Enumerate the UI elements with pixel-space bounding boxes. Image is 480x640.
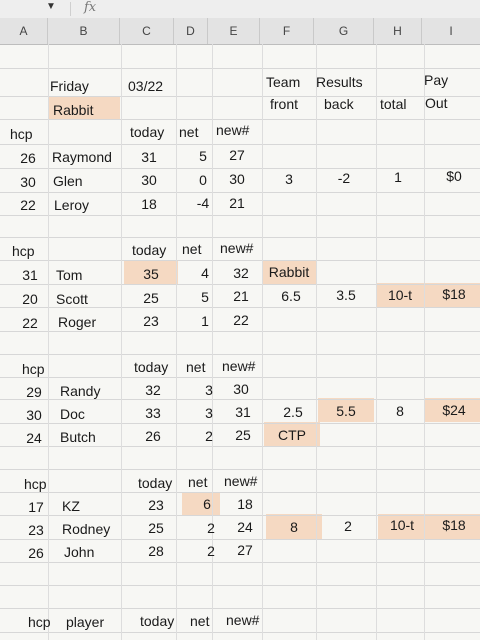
group3-total: 8	[396, 403, 404, 419]
group2-pay: $18	[442, 286, 466, 302]
group4-back: 2	[344, 518, 352, 534]
group1-row2-hcp: 30	[20, 174, 36, 190]
grid-row-line	[0, 260, 480, 261]
grid-row-line	[0, 354, 480, 355]
column-header-i[interactable]: I	[449, 24, 453, 38]
toolbar-divider	[70, 2, 71, 16]
group3-row3-new: 25	[235, 427, 251, 443]
team-label: Team	[266, 74, 301, 90]
fx-icon: fx	[84, 0, 97, 15]
group2-total: 10-t	[387, 287, 413, 303]
grid-row-line	[0, 215, 480, 216]
out-label: Out	[425, 95, 448, 111]
group2-row2-hcp: 20	[22, 291, 38, 307]
group2-row1-new: 32	[233, 265, 249, 281]
group2-row2-net: 5	[201, 289, 209, 305]
group1-hcp-header: hcp	[10, 126, 33, 142]
grid-column-line	[121, 44, 122, 640]
grid-row-line	[0, 423, 480, 424]
group2-row2-today: 25	[143, 290, 159, 306]
group4-row1-new: 18	[237, 496, 253, 512]
grid-row-line	[0, 284, 480, 285]
grid-row-line	[0, 539, 480, 540]
group4-row1-hcp: 17	[28, 499, 44, 515]
bottom-player-header: player	[66, 614, 105, 630]
grid-column-line	[376, 44, 377, 640]
group3-row3-net: 2	[205, 428, 213, 444]
column-header-row	[0, 18, 480, 45]
group2-row1-today: 35	[143, 266, 159, 282]
group1-new-header: new#	[216, 122, 250, 138]
group4-today-header: today	[138, 475, 173, 491]
group4-net-header: net	[188, 474, 208, 490]
group3-row3-name: Butch	[60, 429, 96, 445]
group4-pay: $18	[442, 517, 466, 533]
group4-row1-name: KZ	[62, 498, 80, 514]
date-label: 03/22	[128, 78, 164, 94]
group4-new-header: new#	[224, 473, 258, 489]
group1-row1-net: 5	[199, 148, 207, 164]
column-header-a[interactable]: A	[0, 18, 48, 44]
group1-row2-new: 30	[229, 171, 245, 187]
group4-front: 8	[290, 519, 298, 535]
front-label: front	[270, 96, 299, 112]
group1-pay: $0	[446, 168, 462, 184]
back-label: back	[324, 96, 354, 112]
group2-row3-new: 22	[233, 312, 249, 328]
group4-row3-net: 2	[207, 543, 215, 559]
group4-row2-net: 2	[207, 520, 215, 536]
group1-row3-hcp: 22	[20, 197, 36, 213]
pay-label: Pay	[424, 72, 449, 88]
group2-front: 6.5	[281, 288, 301, 304]
bottom-today-header: today	[140, 613, 175, 629]
triangle-down-icon[interactable]: ▼	[46, 1, 56, 12]
grid-row-line	[0, 632, 480, 633]
grid-column-line	[316, 44, 317, 640]
column-header-c[interactable]: C	[120, 18, 174, 44]
group2-row1-net: 4	[201, 265, 209, 281]
group2-row3-name: Roger	[58, 314, 97, 330]
grid-row-line	[0, 237, 480, 238]
ctp-note: CTP	[278, 427, 306, 443]
group3-row3-hcp: 24	[26, 430, 42, 446]
group3-pay: $24	[442, 402, 466, 418]
group3-row3-today: 26	[145, 428, 161, 444]
bottom-net-header: net	[190, 613, 210, 629]
group4-row2-today: 25	[148, 520, 164, 536]
group3-back: 5.5	[336, 403, 356, 419]
column-header-g[interactable]: G	[314, 18, 374, 44]
column-header-d[interactable]: D	[174, 18, 208, 44]
group2-today-header: today	[132, 242, 167, 258]
group2-row1-name: Tom	[56, 267, 83, 283]
group2-row3-today: 23	[143, 313, 159, 329]
group3-new-header: new#	[222, 358, 256, 374]
group3-today-header: today	[134, 359, 169, 375]
group1-row2-today: 30	[141, 172, 157, 188]
group3-row2-new: 31	[235, 404, 251, 420]
group1-net-header: net	[179, 124, 199, 140]
group3-row2-today: 33	[145, 405, 161, 421]
group4-row1-today: 23	[148, 497, 164, 513]
grid-row-line	[0, 144, 480, 145]
group1-row3-today: 18	[141, 196, 157, 212]
group1-front: 3	[285, 171, 293, 187]
group2-row2-name: Scott	[56, 291, 88, 307]
grid-row-line	[0, 96, 480, 97]
grid-row-line	[0, 562, 480, 563]
column-header-b[interactable]: B	[48, 18, 120, 44]
group4-row3-today: 28	[148, 543, 164, 559]
group2-new-header: new#	[220, 240, 254, 256]
group4-hcp-header: hcp	[24, 476, 47, 492]
group1-total: 1	[394, 169, 402, 185]
group2-back: 3.5	[336, 287, 356, 303]
group4-row3-hcp: 26	[28, 545, 44, 561]
group3-row1-new: 30	[233, 381, 249, 397]
group2-row1-hcp: 31	[22, 267, 38, 283]
column-header-f[interactable]: F	[260, 18, 314, 44]
grid-row-line	[0, 469, 480, 470]
group4-row3-new: 27	[237, 542, 253, 558]
group3-row1-net: 3	[205, 382, 213, 398]
group3-hcp-header: hcp	[22, 361, 45, 377]
rabbit-note: Rabbit	[268, 264, 310, 280]
group1-row2-name: Glen	[53, 173, 83, 189]
grid-row-line	[0, 608, 480, 609]
group4-row2-hcp: 23	[28, 522, 44, 538]
group3-row2-name: Doc	[60, 406, 85, 422]
grid-row-line	[0, 119, 480, 120]
grid-row-line	[0, 331, 480, 332]
grid-row-line	[0, 377, 480, 378]
grid-column-line	[262, 44, 263, 640]
group4-row2-new: 24	[237, 519, 253, 535]
grid-row-line	[0, 446, 480, 447]
group1-row2-net: 0	[199, 172, 207, 188]
column-header-h[interactable]: H	[374, 18, 422, 44]
group2-row2-new: 21	[233, 288, 249, 304]
group4-row3-name: John	[64, 544, 95, 560]
group4-row2-name: Rodney	[62, 521, 111, 537]
group1-row1-name: Raymond	[52, 149, 112, 165]
column-header-e[interactable]: E	[208, 18, 260, 44]
group4-total: 10-t	[389, 517, 415, 533]
group2-net-header: net	[182, 241, 202, 257]
group2-row3-net: 1	[201, 313, 209, 329]
group3-row1-hcp: 29	[26, 384, 42, 400]
game-label: Rabbit	[53, 102, 94, 118]
group1-back: -2	[337, 170, 351, 186]
total-label: total	[380, 96, 407, 112]
group3-front: 2.5	[283, 404, 303, 420]
group2-hcp-header: hcp	[12, 243, 35, 259]
grid-column-line	[424, 44, 425, 640]
bottom-hcp-header: hcp	[28, 614, 51, 630]
group3-row1-name: Randy	[60, 383, 101, 399]
grid-row-line	[0, 192, 480, 193]
group3-net-header: net	[186, 359, 206, 375]
group1-row1-today: 31	[141, 149, 157, 165]
group1-row3-net: -4	[196, 195, 210, 211]
group3-row2-hcp: 30	[26, 407, 42, 423]
grid-row-line	[0, 492, 480, 493]
group1-today-header: today	[130, 124, 165, 140]
day-label: Friday	[50, 78, 89, 94]
bottom-new-header: new#	[226, 612, 260, 628]
grid-row-line	[0, 585, 480, 586]
group4-row1-net: 6	[203, 496, 211, 512]
group3-row2-net: 3	[205, 405, 213, 421]
group2-row3-hcp: 22	[22, 315, 38, 331]
group1-row1-new: 27	[229, 147, 245, 163]
group1-row3-name: Leroy	[54, 197, 90, 213]
formula-bar	[0, 0, 480, 19]
group3-row1-today: 32	[145, 382, 161, 398]
results-label: Results	[316, 74, 363, 90]
group1-row3-new: 21	[229, 195, 245, 211]
group1-row1-hcp: 26	[20, 150, 36, 166]
grid-row-line	[0, 68, 480, 69]
